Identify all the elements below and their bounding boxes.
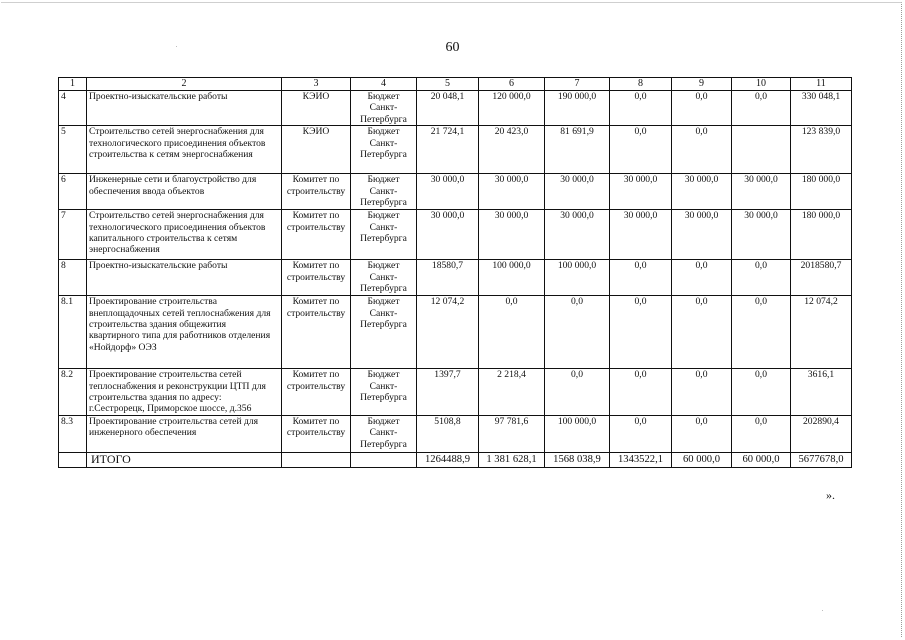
amount-cell (732, 126, 791, 174)
work-name: Проектирование строительства сетей теплоснабжения и реконструкции ЦТП для строительства здания по адресу: г.Сестрорецк, Приморское шоссе, д.356 (87, 369, 282, 416)
amount-cell: 0,0 (610, 126, 672, 174)
work-name: Проектирование строительства внеплощадочных сетей теплоснабжения для строительства здания общежития квартирного типа для работников отделения «Нойдорф» ОЭЗ (87, 296, 282, 369)
amount-cell: 30 000,0 (672, 174, 732, 210)
amount-cell: 30 000,0 (545, 174, 610, 210)
table-row (59, 126, 852, 174)
total-row (59, 452, 852, 467)
column-number-header: 9 (672, 78, 732, 91)
amount-cell: 81 691,9 (545, 126, 610, 174)
row-number: 4 (59, 91, 87, 126)
amount-cell: 30 000,0 (672, 210, 732, 260)
amount-cell: 0,0 (732, 415, 791, 452)
amount-cell: 20 048,1 (417, 91, 479, 126)
amount-cell: 0,0 (672, 260, 732, 296)
total-executor (282, 452, 351, 467)
amount-cell: 30 000,0 (479, 210, 545, 260)
funding-source: Бюджет Санкт-Петербурга (351, 210, 417, 260)
budget-table (58, 77, 852, 468)
amount-cell: 0,0 (545, 369, 610, 416)
executor: Комитет по строительству (282, 260, 351, 296)
amount-cell: 0,0 (732, 260, 791, 296)
column-number-header: 5 (417, 78, 479, 91)
total-amount-cell: 1 381 628,1 (479, 452, 545, 467)
total-amount-cell: 60 000,0 (672, 452, 732, 467)
amount-cell: 330 048,1 (791, 91, 852, 126)
amount-cell: 0,0 (672, 415, 732, 452)
amount-cell: 30 000,0 (545, 210, 610, 260)
total-amount-cell: 1343522,1 (610, 452, 672, 467)
total-amount-cell: 5677678,0 (791, 452, 852, 467)
amount-cell: 30 000,0 (417, 174, 479, 210)
table-row (59, 296, 852, 369)
amount-cell: 0,0 (672, 126, 732, 174)
amount-cell: 0,0 (672, 91, 732, 126)
work-name: Проектно-изыскательские работы (87, 91, 282, 126)
table-body (59, 91, 852, 468)
amount-cell: 30 000,0 (732, 174, 791, 210)
funding-source: Бюджет Санкт-Петербурга (351, 260, 417, 296)
amount-cell: 21 724,1 (417, 126, 479, 174)
funding-source: Бюджет Санкт-Петербурга (351, 369, 417, 416)
scan-speck (822, 610, 823, 611)
amount-cell: 0,0 (732, 91, 791, 126)
amount-cell: 5108,8 (417, 415, 479, 452)
column-number-header: 10 (732, 78, 791, 91)
amount-cell: 190 000,0 (545, 91, 610, 126)
amount-cell: 0,0 (732, 296, 791, 369)
total-amount-cell: 60 000,0 (732, 452, 791, 467)
amount-cell: 120 000,0 (479, 91, 545, 126)
amount-cell: 0,0 (479, 296, 545, 369)
row-number: 8.3 (59, 415, 87, 452)
column-number-row (59, 78, 852, 91)
funding-source: Бюджет Санкт-Петербурга (351, 126, 417, 174)
amount-cell: 0,0 (610, 369, 672, 416)
row-number: 7 (59, 210, 87, 260)
amount-cell: 12 074,2 (791, 296, 852, 369)
executor: Комитет по строительству (282, 174, 351, 210)
amount-cell: 3616,1 (791, 369, 852, 416)
amount-cell: 0,0 (610, 260, 672, 296)
amount-cell: 0,0 (610, 91, 672, 126)
amount-cell: 0,0 (732, 369, 791, 416)
table-row (59, 91, 852, 126)
amount-cell: 202890,4 (791, 415, 852, 452)
row-number: 6 (59, 174, 87, 210)
amount-cell: 30 000,0 (610, 174, 672, 210)
funding-source: Бюджет Санкт-Петербурга (351, 91, 417, 126)
amount-cell: 30 000,0 (732, 210, 791, 260)
amount-cell: 18580,7 (417, 260, 479, 296)
column-number-header: 2 (87, 78, 282, 91)
column-number-header: 7 (545, 78, 610, 91)
amount-cell: 180 000,0 (791, 174, 852, 210)
column-number-header: 4 (351, 78, 417, 91)
amount-cell: 2018580,7 (791, 260, 852, 296)
amount-cell: 0,0 (672, 296, 732, 369)
amount-cell: 0,0 (610, 415, 672, 452)
executor: Комитет по строительству (282, 415, 351, 452)
column-number-header: 8 (610, 78, 672, 91)
amount-cell: 100 000,0 (479, 260, 545, 296)
amount-cell: 100 000,0 (545, 415, 610, 452)
amount-cell: 0,0 (672, 369, 732, 416)
column-number-header: 3 (282, 78, 351, 91)
amount-cell: 0,0 (610, 296, 672, 369)
executor: Комитет по строительству (282, 210, 351, 260)
amount-cell: 97 781,6 (479, 415, 545, 452)
total-source (351, 452, 417, 467)
executor: КЭИО (282, 126, 351, 174)
column-number-header: 6 (479, 78, 545, 91)
work-name: Проектно-изыскательские работы (87, 260, 282, 296)
amount-cell: 2 218,4 (479, 369, 545, 416)
work-name: Проектирование строительства сетей для инженерного обеспечения (87, 415, 282, 452)
executor: Комитет по строительству (282, 296, 351, 369)
amount-cell: 30 000,0 (417, 210, 479, 260)
row-number: 5 (59, 126, 87, 174)
funding-source: Бюджет Санкт-Петербурга (351, 174, 417, 210)
amount-cell: 30 000,0 (479, 174, 545, 210)
total-amount-cell: 1264488,9 (417, 452, 479, 467)
executor: Комитет по строительству (282, 369, 351, 416)
amount-cell: 1397,7 (417, 369, 479, 416)
table-row (59, 174, 852, 210)
page-number: 60 (445, 40, 460, 55)
amount-cell: 123 839,0 (791, 126, 852, 174)
table-row (59, 415, 852, 452)
work-name: Строительство сетей энергоснабжения для технологического присоединения объектов капитального строительства к сетям энергоснабжения (87, 210, 282, 260)
amount-cell: 0,0 (545, 296, 610, 369)
amount-cell: 30 000,0 (610, 210, 672, 260)
closing-quote-mark: ». (826, 488, 835, 502)
work-name: Строительство сетей энергоснабжения для технологического присоединения объектов строительства к сетям энергоснабжения (87, 126, 282, 174)
amount-cell: 20 423,0 (479, 126, 545, 174)
work-name: Инженерные сети и благоустройство для обеспечения ввода объектов (87, 174, 282, 210)
column-number-header: 11 (791, 78, 852, 91)
total-label: ИТОГО (87, 452, 282, 467)
funding-source: Бюджет Санкт-Петербурга (351, 296, 417, 369)
table-row (59, 369, 852, 416)
column-number-header: 1 (59, 78, 87, 91)
amount-cell: 180 000,0 (791, 210, 852, 260)
amount-cell: 12 074,2 (417, 296, 479, 369)
table-row (59, 210, 852, 260)
row-number: 8 (59, 260, 87, 296)
funding-source: Бюджет Санкт-Петербурга (351, 415, 417, 452)
amount-cell: 100 000,0 (545, 260, 610, 296)
table-row (59, 260, 852, 296)
executor: КЭИО (282, 91, 351, 126)
row-number: 8.1 (59, 296, 87, 369)
total-amount-cell: 1568 038,9 (545, 452, 610, 467)
scan-speck (176, 46, 177, 47)
row-number: 8.2 (59, 369, 87, 416)
total-row-number (59, 452, 87, 467)
